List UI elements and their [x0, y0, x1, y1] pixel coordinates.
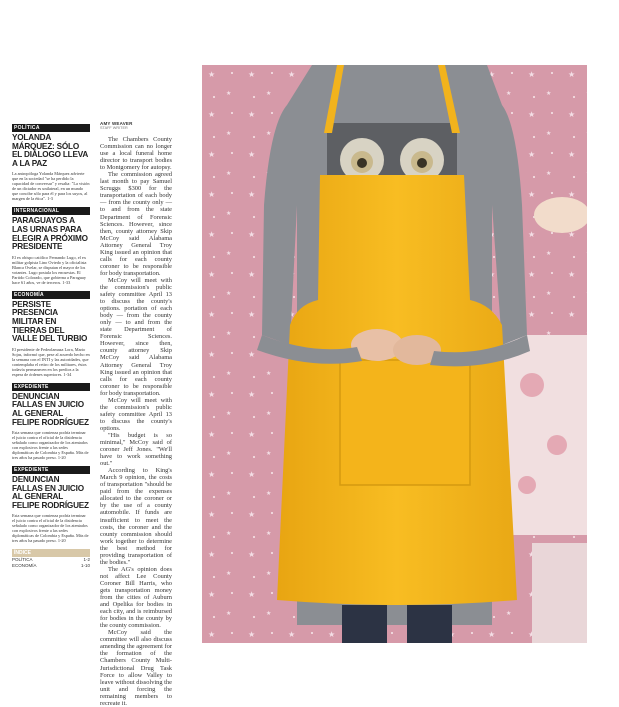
section-summary: Esta semana que comienza podría terminar el juicio contra el oficial de la disidencia señalado como organizador de los atentados con explosivos frente a las sedes diplomáticas de Colombia y España. Más de tres años ha pasado preso. 1-20	[12, 430, 89, 461]
article-paragraph: "His budget is so minimal," McCoy said of coroner Jeff Jones. "We'll have to work something out."	[100, 431, 172, 468]
section-headline[interactable]: DENUNCIAN FALLAS EN JUICIO AL GENERAL FELIPE RODRÍGUEZ	[12, 475, 89, 510]
apron-pocket	[340, 360, 470, 485]
jeans-left	[342, 605, 387, 643]
article-body	[100, 136, 172, 707]
section-label: POLÍTICA	[12, 124, 90, 132]
section-headline[interactable]: YOLANDA MÁRQUEZ: SÓLO EL DIÁLOGO LLEVA A LA PAZ	[12, 133, 88, 168]
article-paragraph: The commission agreed last month to pay Samuel Scruggs $300 for the transportation of each body — from the county only — to and from the state Department of Forensic Sciences. However, since then, county attorney Skip McCoy said Alabama Attorney General Troy King issued an opinion that calls for each county coroner to be responsible for body transportation.	[100, 171, 172, 277]
index-label: ÍNDICE	[12, 549, 90, 557]
owl-print	[327, 123, 457, 182]
apron-product-photo	[202, 65, 587, 643]
article-paragraph: McCoy will meet with the commission's public safety committee April 13 to discuss the county's options.	[100, 396, 172, 432]
section-headline[interactable]: PARAGUAYOS A LAS URNAS PARA ELEGIR A PRÓXIMO PRESIDENTE	[12, 216, 88, 252]
article-byline: AMY WEAVER	[100, 121, 133, 126]
section-label: ECONOMÍA	[12, 291, 90, 299]
index-pages: 1-2	[83, 557, 90, 563]
index-section-name: POLÍTICA	[12, 557, 33, 563]
article-paragraph: The AG's opinion does not affect Lee County Coroner Bill Harris, who gets transportation money from the cities of Auburn and Opelika for bodies in each city, and is reimbursed for bodies in the county by the county commission.	[100, 565, 172, 630]
article-paragraph: McCoy will meet with the commission's public safety committee April 13 to discuss the county's options. portation of each body — from the county only — to and from the state Department of Forensic Sciences. However, since then, county attorney Skip McCoy said Alabama Attorney General Troy King issued an opinion that calls for each county coroner to be responsible for body transportation.	[100, 276, 172, 397]
floral-box	[502, 335, 587, 535]
article-column	[100, 121, 172, 707]
news-index-sidebar	[12, 120, 90, 568]
apron-photo-illustration	[202, 65, 587, 643]
section-summary: El presidente de Fedeolamaza Lora, Mario Sojas, informó que, pese al acuerdo hecho en la semana con el INTI y las autoridades, que contemplaba el retiro de los militares, éstos todavía permanecen en los predios a la espera de órdenes superiores. 1-34	[12, 346, 90, 377]
section-headline[interactable]: PERSISTE PRESENCIA MILITAR EN TIERRAS DEL VALLE DEL TURBIO	[12, 299, 88, 344]
section-headline[interactable]: DENUNCIAN FALLAS EN JUICIO AL GENERAL FELIPE RODRÍGUEZ	[12, 391, 89, 427]
index-row[interactable]	[12, 563, 90, 569]
article-paragraph: According to King's March 9 opinion, the costs of transportation "should be paid from the expenses allocated to the coroner or by the use of a county automobile. If funds are insufficient to meet the costs, the coroner and the county commission should work together to determine the best method for providing transportation of the bodies."	[100, 467, 172, 566]
index-pages: 1-10	[80, 562, 90, 568]
section-summary: Esta semana que comienza podría terminar el juicio contra el oficial de la disidencia señalado como organizador de los atentados con explosivos frente a las sedes diplomáticas de Colombia y España. Más de tres años ha pasado preso. 1-20	[12, 513, 89, 544]
article-paragraph: The Chambers County Commission can no longer use a local funeral home director to transport bodies to Montgomery for autopsy.	[100, 136, 172, 172]
jeans-right	[407, 605, 452, 643]
section-label: INTERNACIONAL	[12, 207, 90, 215]
index-section-name: ECONOMÍA	[12, 562, 37, 568]
article-paragraph: McCoy said the committee will also discuss amending the agreement for the formation of the Chambers County Multi-Jurisdictional Drug Task Force to allow Valley to leave without dissolving the unit and forcing the remaining members to recreate it.	[100, 629, 172, 707]
article-byline-title: STAFF WRITER	[100, 126, 128, 130]
section-label: EXPEDIENTE	[12, 383, 90, 391]
section-summary: La antropóloga Yolanda Márquez advierte que en la sociedad "se ha perdido la capacidad de conversar" y resalta: "La visión de un dictador es unilateral, en un mundo que concibe sólo para él y para los suyos, al margen de la ética". 1-3	[12, 171, 90, 202]
section-summary: El ex obispo católico Fernando Lugo, el ex militar golpista Lino Oviedo y la oficialista Blanca Ovelar, se disputan el mayor de los votantes. Lugo postula los encuestas. El Partido Colorado, que gobierna a Paraguay hace 61 años, ve de terceros. 1-33	[12, 254, 87, 285]
section-label: EXPEDIENTE	[12, 466, 90, 474]
